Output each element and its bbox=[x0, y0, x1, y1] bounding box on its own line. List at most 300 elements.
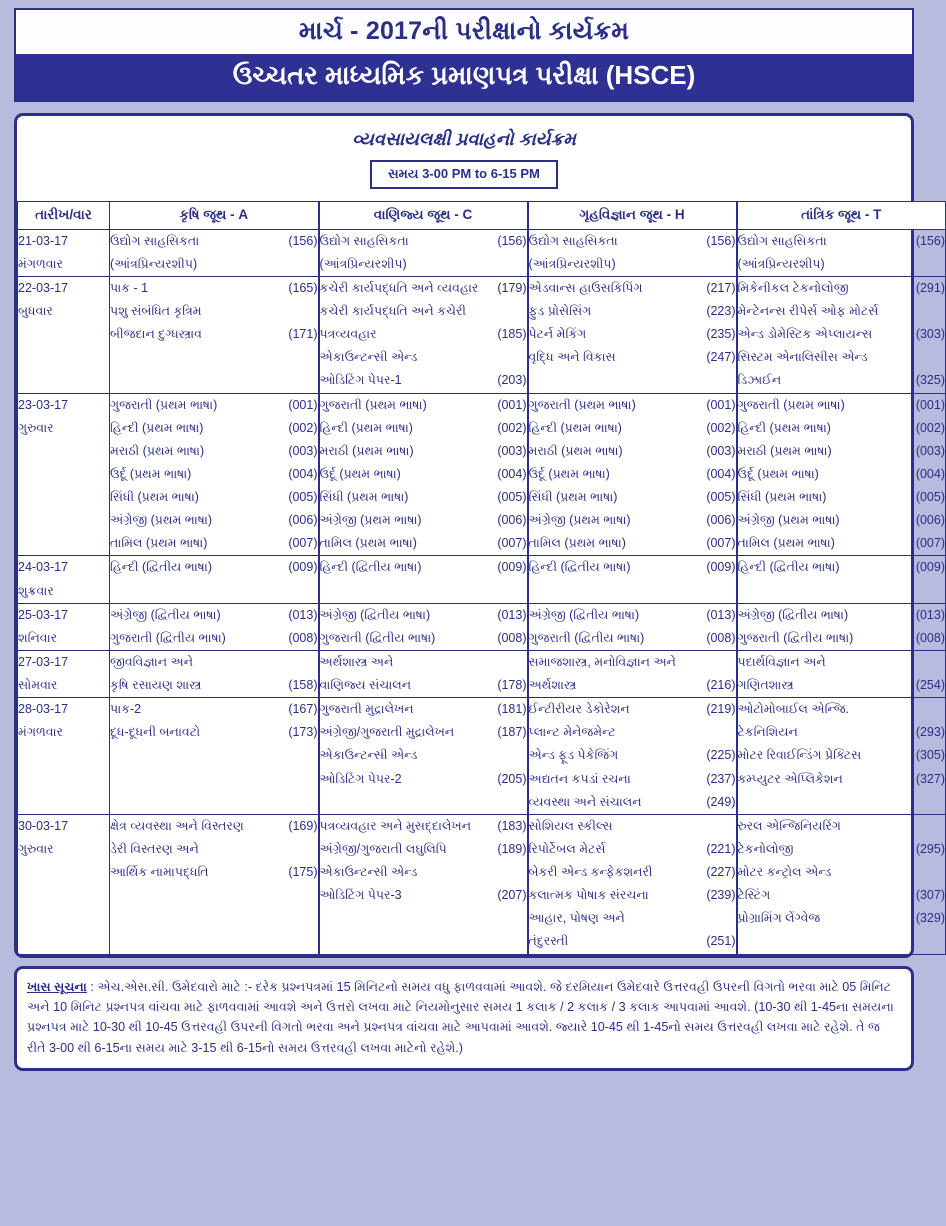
subject-list-cell bbox=[319, 650, 528, 697]
table-header-row bbox=[18, 201, 946, 229]
subject-name: કલાત્મક પોષાક સંરચના bbox=[528, 888, 649, 903]
subject-entry bbox=[529, 230, 736, 253]
subject-list-cell bbox=[737, 276, 946, 393]
exam-weekday: ગુરુવાર bbox=[18, 841, 54, 856]
subject-entry bbox=[320, 277, 527, 300]
subject-list-cell bbox=[319, 393, 528, 556]
subject-entry bbox=[320, 698, 527, 721]
subject-entry bbox=[529, 323, 736, 346]
subject-code: (223) bbox=[706, 304, 736, 319]
subject-list-cell bbox=[110, 393, 319, 556]
subject-entry bbox=[110, 509, 318, 532]
subject-entry bbox=[110, 463, 318, 486]
subject-name: મિકેનીકલ ટેકનોલોજી bbox=[737, 280, 849, 295]
subject-list-cell bbox=[110, 603, 319, 650]
subject-code: (207) bbox=[497, 888, 527, 903]
subject-list-cell bbox=[110, 556, 319, 603]
subject-name: ગુજરાતી (દ્વિતીય ભાષા) bbox=[528, 630, 645, 645]
subject-entry bbox=[320, 486, 527, 509]
subject-entry bbox=[529, 532, 736, 555]
subject-code: (291) bbox=[915, 280, 945, 295]
subject-entry bbox=[738, 394, 946, 417]
subject-list-cell bbox=[737, 698, 946, 815]
subject-entry bbox=[110, 486, 318, 509]
subject-entry bbox=[738, 907, 946, 930]
subject-name: ડેરી વિસ્તરણ અને bbox=[110, 841, 199, 856]
table-row bbox=[18, 814, 946, 954]
subject-list-cell bbox=[737, 229, 946, 276]
subject-code: (158) bbox=[288, 678, 318, 693]
subject-name: ઈન્ટીરીયર ડેકોરેશન bbox=[528, 702, 630, 717]
subject-entry bbox=[110, 394, 318, 417]
subject-name: સિસ્ટમ એનાલિસીસ એન્ડ bbox=[737, 350, 868, 365]
subject-entry bbox=[110, 277, 318, 300]
subject-entry bbox=[738, 721, 946, 744]
subject-entry bbox=[320, 604, 527, 627]
table-row bbox=[18, 698, 946, 815]
exam-weekday: ગુરુવાર bbox=[18, 420, 54, 435]
subject-entry bbox=[320, 394, 527, 417]
subject-code: (003) bbox=[915, 443, 945, 458]
subject-code: (004) bbox=[915, 466, 945, 481]
subject-entry bbox=[529, 277, 736, 300]
subject-entry bbox=[110, 323, 318, 346]
subject-name: અંગ્રેજી (પ્રથમ ભાષા) bbox=[110, 513, 213, 528]
subject-code: (175) bbox=[288, 865, 318, 880]
subject-entry bbox=[738, 323, 946, 346]
subject-name: કચેરી કાર્યપદ્ધતિ અને વ્યવહાર bbox=[319, 280, 479, 295]
subject-entry bbox=[529, 346, 736, 369]
subject-entry bbox=[320, 838, 527, 861]
subject-name: એન્ડ ફૂડ પેકેજિંગ bbox=[528, 748, 619, 763]
subject-name: પાક-2 bbox=[110, 702, 142, 717]
subject-code: (225) bbox=[706, 748, 736, 763]
subject-name: પશુ સંબંધિત કૃત્રિમ bbox=[110, 304, 202, 319]
subject-code: (165) bbox=[288, 280, 318, 295]
subject-entry bbox=[529, 300, 736, 323]
column-header-group-h: ગૃહવિજ્ઞાન જૂથ - H bbox=[528, 201, 737, 229]
subject-name: સોશિયલ સ્કીલ્સ bbox=[528, 818, 613, 833]
subject-name: હિન્દી (દ્વિતીય ભાષા) bbox=[110, 560, 213, 575]
subject-entry bbox=[320, 509, 527, 532]
exam-date-cell bbox=[18, 229, 110, 276]
subject-entry bbox=[320, 440, 527, 463]
subject-code: (002) bbox=[288, 420, 318, 435]
subject-code: (008) bbox=[497, 630, 527, 645]
subject-entry bbox=[529, 721, 736, 744]
subject-code: (013) bbox=[915, 607, 945, 622]
subject-code: (005) bbox=[497, 490, 527, 505]
subject-entry bbox=[320, 768, 527, 791]
subject-code: (001) bbox=[706, 397, 736, 412]
subject-code: (329) bbox=[915, 911, 945, 926]
subject-code: (003) bbox=[497, 443, 527, 458]
subject-code: (008) bbox=[915, 630, 945, 645]
subject-list-cell bbox=[528, 229, 737, 276]
subject-entry bbox=[529, 509, 736, 532]
subject-entry bbox=[110, 300, 318, 323]
subject-code: (156) bbox=[706, 233, 736, 248]
subject-code: (185) bbox=[497, 327, 527, 342]
subject-name: વૃદ્ધિ અને વિકાસ bbox=[528, 350, 616, 365]
subject-list-cell bbox=[110, 650, 319, 697]
subject-name: પદાર્થવિજ્ઞાન અને bbox=[737, 654, 826, 669]
subject-code: (003) bbox=[706, 443, 736, 458]
subject-code: (006) bbox=[288, 513, 318, 528]
subject-code: (295) bbox=[915, 841, 945, 856]
exam-date: 21-03-17 bbox=[18, 233, 69, 248]
subject-name: (આંત્રપ્રિન્યરશીપ) bbox=[319, 256, 407, 271]
subject-entry bbox=[738, 698, 946, 721]
table-row bbox=[18, 393, 946, 556]
subject-code: (179) bbox=[497, 280, 527, 295]
subject-name: હિન્દી (દ્વિતીય ભાષા) bbox=[528, 560, 631, 575]
subject-entry bbox=[110, 698, 318, 721]
subject-entry bbox=[529, 651, 736, 674]
subject-code: (327) bbox=[915, 771, 945, 786]
subject-list-cell bbox=[319, 698, 528, 815]
exam-date-cell bbox=[18, 698, 110, 815]
subject-code: (001) bbox=[915, 397, 945, 412]
exam-weekday: શુક્રવાર bbox=[18, 583, 54, 598]
subject-entry bbox=[529, 627, 736, 650]
subject-entry bbox=[320, 417, 527, 440]
subject-name: ગુજરાતી (દ્વિતીય ભાષા) bbox=[319, 630, 436, 645]
subject-code: (008) bbox=[706, 630, 736, 645]
subject-code: (004) bbox=[706, 466, 736, 481]
subject-code: (002) bbox=[706, 420, 736, 435]
subject-list-cell bbox=[528, 393, 737, 556]
column-header-group-a: કૃષિ જૂથ - A bbox=[110, 201, 319, 229]
subject-entry bbox=[529, 674, 736, 697]
subject-entry bbox=[110, 815, 318, 838]
subject-entry bbox=[529, 744, 736, 767]
subject-name: ગુજરાતી (પ્રથમ ભાષા) bbox=[528, 397, 636, 412]
subject-name: કમ્પ્યુટર એપ્લિકેશન bbox=[737, 771, 843, 786]
exam-date: 28-03-17 bbox=[18, 702, 69, 717]
subject-list-cell bbox=[319, 814, 528, 954]
subject-name: મોટર રિવાઈન્ડિંગ પ્રેક્ટિસ bbox=[737, 748, 862, 763]
subject-list-cell bbox=[110, 698, 319, 815]
subject-code: (178) bbox=[497, 678, 527, 693]
subject-name: સિંધી (પ્રથમ ભાષા) bbox=[528, 490, 618, 505]
subject-code: (217) bbox=[706, 280, 736, 295]
subject-entry bbox=[738, 674, 946, 697]
subject-name: ટેસ્ટિંગ bbox=[737, 888, 771, 903]
exam-date-cell bbox=[18, 276, 110, 393]
subject-name: અર્થશાસ્ત્ર અને bbox=[319, 654, 394, 669]
subject-entry bbox=[320, 861, 527, 884]
subject-name: ટેકનોલોજી bbox=[737, 841, 794, 856]
subject-name: (આંત્રપ્રિન્યરશીપ) bbox=[737, 256, 825, 271]
banner-title-line1: માર્ચ - 2017ની પરીક્ષાનો કાર્યક્રમ bbox=[16, 10, 912, 54]
subject-code: (001) bbox=[288, 397, 318, 412]
subject-entry bbox=[738, 861, 946, 884]
subject-name: પ્રોગ્રામિંગ લેંગ્વેજ bbox=[737, 911, 821, 926]
subject-list-cell bbox=[528, 276, 737, 393]
schedule-table-body bbox=[18, 229, 946, 954]
column-header-group-t: તાંત્રિક જૂથ - T bbox=[737, 201, 946, 229]
exam-weekday: સોમવાર bbox=[18, 678, 58, 693]
subject-name: ગુજરાતી (પ્રથમ ભાષા) bbox=[737, 397, 845, 412]
subject-code: (251) bbox=[706, 934, 736, 949]
subject-entry bbox=[320, 230, 527, 253]
subject-entry bbox=[529, 604, 736, 627]
subject-list-cell bbox=[528, 650, 737, 697]
exam-date: 23-03-17 bbox=[18, 397, 69, 412]
subject-name: ગુજરાતી (દ્વિતીય ભાષા) bbox=[110, 630, 226, 645]
subject-name: ડિઝાઈન bbox=[737, 373, 782, 388]
exam-time-badge: સમય 3-00 PM to 6-15 PM bbox=[370, 160, 558, 189]
subject-code: (189) bbox=[497, 841, 527, 856]
subject-entry bbox=[738, 556, 946, 579]
table-row bbox=[18, 603, 946, 650]
subject-name: (આંત્રપ્રિન્યરશીપ) bbox=[110, 256, 198, 271]
subject-name: સિંધી (પ્રથમ ભાષા) bbox=[110, 490, 199, 505]
page-title: વ્યવસાયલક્ષી પ્રવાહનો કાર્યક્રમ bbox=[352, 128, 576, 149]
subject-entry bbox=[529, 556, 736, 579]
subject-name: ઉદ્યોગ સાહસિકતા bbox=[737, 233, 827, 248]
subject-name: મરાઠી (પ્રથમ ભાષા) bbox=[528, 443, 623, 458]
subject-entry bbox=[529, 791, 736, 814]
subject-name: અંગ્રેજી (દ્વિતીય ભાષા) bbox=[110, 607, 221, 622]
subject-code: (013) bbox=[706, 607, 736, 622]
subject-code: (009) bbox=[706, 560, 736, 575]
subject-code: (239) bbox=[706, 888, 736, 903]
subject-name: (આંત્રપ્રિન્યરશીપ) bbox=[528, 256, 616, 271]
subject-name: અંગ્રેજી (પ્રથમ ભાષા) bbox=[528, 513, 631, 528]
subject-entry bbox=[529, 838, 736, 861]
subject-code: (293) bbox=[915, 725, 945, 740]
subject-entry bbox=[110, 627, 318, 650]
subject-name: વાણિજ્ય સંચાલન bbox=[319, 678, 412, 693]
subject-entry bbox=[738, 277, 946, 300]
subject-name: ગુજરાતી મુદ્રાલેખન bbox=[319, 702, 414, 717]
subject-entry bbox=[738, 440, 946, 463]
exam-weekday: મંગળવાર bbox=[18, 256, 64, 271]
subject-code: (305) bbox=[915, 748, 945, 763]
subject-name: અંગ્રેજી (દ્વિતીય ભાષા) bbox=[737, 607, 849, 622]
subject-code: (013) bbox=[497, 607, 527, 622]
subject-entry bbox=[738, 532, 946, 555]
subject-code: (013) bbox=[288, 607, 318, 622]
note-body-text: : એચ.એસ.સી. ઉમેદવારો માટે :- દરેક પ્રશ્નપત્રમાં 15 મિનિટનો સમય વધુ ફાળવવામાં આવશે. જે દરમિયાન ઉમેદવારે ઉત્તરવહી ઉપરની વિગતો ભરવા માટે 05 મિનિટ અને 10 મિનિટ પ્રશ્નપત્ર વાંચવા માટે ફાળવવામાં આવશે અને ઉત્તરો લખવા માટે નિયમોનુસાર સમય 1 કલાક / 2 કલાક / 3 કલાક આપવામાં આવશે. (10-30 થી 1-45ના સમયના પ્રશ્નપત્ર માટે 10-30 થી 10-45 ઉત્તરવહી ઉપરની વિગતો ભરવા અને પ્રશ્નપત્ર વાંચવા માટે આપવામાં આવશે. જ્યારે 10-45 થી 1-45નો સમય ઉત્તરવહી લખવા માટે રહેશે. તે જ રીતે 3-00 થી 6-15ના સમય માટે 3-15 થી 6-15નો સમય ઉત્તરવહી લખવા માટેનો રહેશે.) bbox=[27, 979, 894, 1055]
column-header-group-c: વાણિજ્ય જૂથ - C bbox=[319, 201, 528, 229]
subject-entry bbox=[320, 532, 527, 555]
subject-list-cell bbox=[737, 650, 946, 697]
table-row bbox=[18, 229, 946, 276]
subject-code: (205) bbox=[497, 771, 527, 786]
subject-list-cell bbox=[737, 393, 946, 556]
subject-name: હિન્દી (દ્વિતીય ભાષા) bbox=[737, 560, 840, 575]
subject-name: બીજદાન દુગ્ધસ્ત્રાવ bbox=[110, 327, 202, 342]
subject-name: રિપોર્ટેબલ મેટર્સ bbox=[528, 841, 606, 856]
subject-code: (221) bbox=[706, 841, 736, 856]
subject-name: રુરલ એન્જિનિયરિંગ bbox=[737, 818, 841, 833]
exam-timetable-page bbox=[0, 8, 945, 1226]
subject-entry bbox=[738, 838, 946, 861]
subject-entry bbox=[738, 253, 946, 276]
subject-name: ઉર્દૂ (પ્રથમ ભાષા) bbox=[528, 466, 610, 481]
subject-name: ગુજરાતી (પ્રથમ ભાષા) bbox=[319, 397, 427, 412]
subject-code: (187) bbox=[497, 725, 527, 740]
exam-date: 22-03-17 bbox=[18, 280, 69, 295]
exam-time-wrapper bbox=[17, 152, 911, 201]
subject-name: પત્રવ્યવહાર અને મુસદ્દાલેખન bbox=[319, 818, 472, 833]
subject-entry bbox=[738, 230, 946, 253]
subject-name: અંગ્રેજી (દ્વિતીય ભાષા) bbox=[528, 607, 640, 622]
subject-code: (005) bbox=[915, 490, 945, 505]
subject-list-cell bbox=[528, 814, 737, 954]
subject-entry bbox=[738, 300, 946, 323]
subject-list-cell bbox=[737, 603, 946, 650]
subject-name: તંદુરસ્તી bbox=[528, 934, 569, 949]
subject-entry bbox=[738, 815, 946, 838]
subject-name: અંગ્રેજી (દ્વિતીય ભાષા) bbox=[319, 607, 431, 622]
table-row bbox=[18, 276, 946, 393]
subject-name: ઓડિટિંગ પેપર-3 bbox=[319, 888, 402, 903]
subject-code: (003) bbox=[288, 443, 318, 458]
exam-date-cell bbox=[18, 603, 110, 650]
subject-code: (173) bbox=[288, 725, 318, 740]
subject-name: તામિલ (પ્રથમ ભાષા) bbox=[110, 536, 208, 551]
subject-code: (002) bbox=[497, 420, 527, 435]
subject-name: ઉર્દૂ (પ્રથમ ભાષા) bbox=[319, 466, 401, 481]
subject-code: (325) bbox=[915, 373, 945, 388]
subject-name: તામિલ (પ્રથમ ભાષા) bbox=[737, 536, 835, 551]
subject-list-cell bbox=[110, 229, 319, 276]
exam-weekday: મંગળવાર bbox=[18, 725, 64, 740]
subject-entry bbox=[529, 394, 736, 417]
subject-code: (181) bbox=[497, 702, 527, 717]
subject-name: પત્રવ્યવહાર bbox=[319, 327, 377, 342]
subject-entry bbox=[529, 907, 736, 930]
subject-name: અંગ્રેજી (પ્રથમ ભાષા) bbox=[319, 513, 422, 528]
subject-name: હિન્દી (દ્વિતીય ભાષા) bbox=[319, 560, 422, 575]
subject-code: (008) bbox=[288, 630, 318, 645]
subject-code: (006) bbox=[706, 513, 736, 528]
subject-entry bbox=[110, 721, 318, 744]
subject-name: ઉદ્યોગ સાહસિકતા bbox=[110, 233, 200, 248]
subject-entry bbox=[529, 417, 736, 440]
subject-code: (156) bbox=[288, 233, 318, 248]
table-row bbox=[18, 650, 946, 697]
subject-code: (247) bbox=[706, 350, 736, 365]
column-header-date: તારીખ/વાર bbox=[18, 201, 110, 229]
subject-code: (009) bbox=[497, 560, 527, 575]
subject-name: અદ્યતન કપડાં રચના bbox=[528, 771, 631, 786]
subject-code: (249) bbox=[706, 794, 736, 809]
subject-name: ઉદ્યોગ સાહસિકતા bbox=[528, 233, 618, 248]
exam-date-cell bbox=[18, 814, 110, 954]
subject-entry bbox=[529, 930, 736, 953]
subject-code: (004) bbox=[288, 466, 318, 481]
subject-code: (156) bbox=[497, 233, 527, 248]
subject-name: સિંધી (પ્રથમ ભાષા) bbox=[319, 490, 409, 505]
subject-name: એકાઉન્ટન્સી એન્ડ bbox=[319, 350, 418, 365]
subject-code: (006) bbox=[915, 513, 945, 528]
subject-entry bbox=[738, 884, 946, 907]
subject-name: હિન્દી (પ્રથમ ભાષા) bbox=[319, 420, 413, 435]
subject-entry bbox=[738, 346, 946, 369]
subject-name: આર્થિક નામાપદ્ધતિ bbox=[110, 865, 209, 880]
subject-name: ઓડિટિંગ પેપર-2 bbox=[319, 771, 402, 786]
subject-entry bbox=[320, 884, 527, 907]
subject-code: (007) bbox=[497, 536, 527, 551]
subject-name: હિન્દી (પ્રથમ ભાષા) bbox=[737, 420, 831, 435]
subject-code: (237) bbox=[706, 771, 736, 786]
subject-entry bbox=[529, 440, 736, 463]
subject-entry bbox=[320, 815, 527, 838]
subject-code: (169) bbox=[288, 818, 318, 833]
subject-entry bbox=[320, 744, 527, 767]
subject-entry bbox=[110, 556, 318, 579]
subject-list-cell bbox=[319, 603, 528, 650]
subject-code: (007) bbox=[915, 536, 945, 551]
exam-weekday: શનિવાર bbox=[18, 630, 58, 645]
subject-name: ઉદ્યોગ સાહસિકતા bbox=[319, 233, 409, 248]
subject-entry bbox=[738, 651, 946, 674]
subject-entry bbox=[110, 417, 318, 440]
subject-code: (235) bbox=[706, 327, 736, 342]
subject-list-cell bbox=[737, 814, 946, 954]
subject-name: સમાજશાસ્ત્ર, મનોવિજ્ઞાન અને bbox=[528, 654, 676, 669]
subject-name: અંગ્રેજી/ગુજરાતી લઘુલિપિ bbox=[319, 841, 447, 856]
subject-code: (167) bbox=[288, 702, 318, 717]
subject-name: ગુજરાતી (દ્વિતીય ભાષા) bbox=[737, 630, 854, 645]
subject-entry bbox=[110, 440, 318, 463]
subject-name: એકાઉન્ટન્સી એન્ડ bbox=[319, 865, 418, 880]
subject-name: દૂધ-દૂધની બનાવટો bbox=[110, 725, 201, 740]
subject-name: મરાઠી (પ્રથમ ભાષા) bbox=[319, 443, 414, 458]
subject-entry bbox=[110, 532, 318, 555]
subject-entry bbox=[529, 253, 736, 276]
subject-entry bbox=[320, 323, 527, 346]
subject-name: ગુજરાતી (પ્રથમ ભાષા) bbox=[110, 397, 218, 412]
subject-name: સિંધી (પ્રથમ ભાષા) bbox=[737, 490, 827, 505]
subject-list-cell bbox=[110, 276, 319, 393]
subject-entry bbox=[320, 300, 527, 323]
subject-entry bbox=[529, 815, 736, 838]
exam-date-cell bbox=[18, 393, 110, 556]
special-instructions-note bbox=[14, 966, 914, 1072]
subject-entry bbox=[529, 486, 736, 509]
spacer-line bbox=[529, 580, 736, 603]
subject-list-cell bbox=[110, 814, 319, 954]
page-banner bbox=[14, 8, 914, 102]
subject-code: (002) bbox=[915, 420, 945, 435]
subject-entry bbox=[529, 861, 736, 884]
subject-entry bbox=[738, 369, 946, 392]
exam-date: 24-03-17 bbox=[18, 560, 69, 575]
subject-entry bbox=[529, 884, 736, 907]
subject-code: (156) bbox=[915, 233, 945, 248]
banner-title-line2: ઉચ્ચતર માધ્યમિક પ્રમાણપત્ર પરીક્ષા (HSCE) bbox=[16, 54, 912, 100]
subject-entry bbox=[110, 230, 318, 253]
subject-name: અર્થશાસ્ત્ર bbox=[528, 678, 577, 693]
subject-code: (001) bbox=[497, 397, 527, 412]
subject-code: (007) bbox=[288, 536, 318, 551]
subject-code: (216) bbox=[706, 678, 736, 693]
exam-weekday: બુધવાર bbox=[18, 304, 53, 319]
note-lead-label: ખાસ સૂચના bbox=[27, 979, 87, 994]
subject-name: હિન્દી (પ્રથમ ભાષા) bbox=[528, 420, 622, 435]
subject-entry bbox=[320, 627, 527, 650]
subject-name: ઓટોમોબાઈલ એન્જિ. bbox=[737, 702, 849, 717]
subject-code: (005) bbox=[288, 490, 318, 505]
subject-name: ઓડિટિંગ પેપર-1 bbox=[319, 373, 402, 388]
subject-entry bbox=[738, 744, 946, 767]
